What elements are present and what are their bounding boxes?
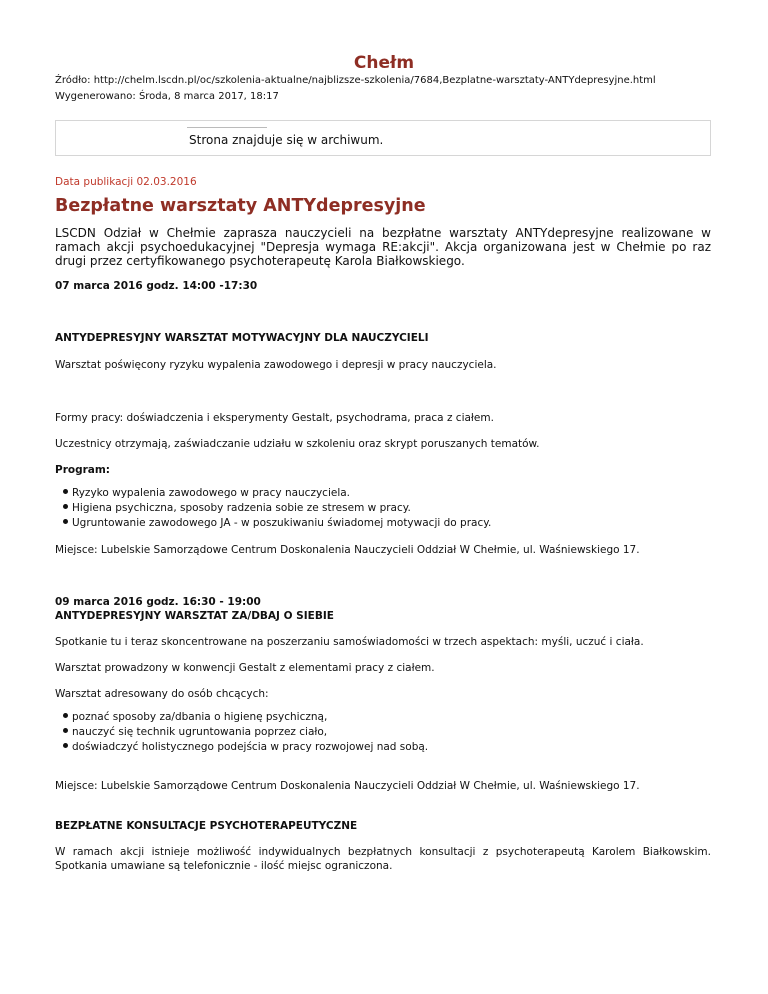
list-item: Higiena psychiczna, sposoby radzenia sobie ze stresem w pracy. xyxy=(63,501,711,516)
site-title: Chełm xyxy=(353,53,415,73)
workshop2-date: 09 marca 2016 godz. 16:30 - 19:00 xyxy=(55,596,261,608)
archive-notice: Strona znajduje się w archiwum. xyxy=(189,133,384,147)
workshop1-date: 07 marca 2016 godz. 14:00 -17:30 xyxy=(55,280,258,292)
article-intro: LSCDN Odział w Chełmie zaprasza nauczycieli na bezpłatne warsztaty ANTYdepresyjne realizowane w ramach akcji psychoedukacyjnej "Depresja wymaga RE:akcji". Akcja organizowana jest w Chełmie po raz drugi przez certyfikowanego psychoterapeutę Karola Białkowskiego. xyxy=(55,226,711,268)
consult-heading: BEZPŁATNE KONSULTACJE PSYCHOTERAPEUTYCZNE xyxy=(55,820,358,832)
workshop1-program-label: Program: xyxy=(55,464,111,476)
bullet-icon xyxy=(63,504,68,509)
workshop2-audience-list xyxy=(55,710,711,755)
workshop1-participants: Uczestnicy otrzymają, zaświadczanie udziału w szkoleniu oraz skrypt poruszanych tematów. xyxy=(55,438,540,450)
consult-text: W ramach akcji istnieje możliwość indywidualnych bezpłatnych konsultacji z psychoterapeutą Karolem Białkowskim. Spotkania umawiane są telefonicznie - ilość miejsc ograniczona. xyxy=(55,846,711,872)
list-item: nauczyć się technik ugruntowania poprzez ciało, xyxy=(63,725,711,740)
workshop1-desc: Warsztat poświęcony ryzyku wypalenia zawodowego i depresji w pracy nauczyciela. xyxy=(55,359,497,371)
workshop1-forms: Formy pracy: doświadczenia i eksperymenty Gestalt, psychodrama, praca z ciałem. xyxy=(55,412,494,424)
list-item: Ugruntowanie zawodowego JA - w poszukiwaniu świadomej motywacji do pracy. xyxy=(63,516,711,531)
bullet-icon xyxy=(63,728,68,733)
print-meta xyxy=(55,73,656,105)
workshop2-place: Miejsce: Lubelskie Samorządowe Centrum Doskonalenia Nauczycieli Oddział W Chełmie, ul. Waśniewskiego 17. xyxy=(55,780,640,792)
archive-notice-box xyxy=(55,120,711,156)
workshop2-audience-label: Warsztat adresowany do osób chcących: xyxy=(55,688,269,700)
archive-divider xyxy=(187,127,267,128)
article-title: Bezpłatne warsztaty ANTYdepresyjne xyxy=(55,196,426,216)
workshop2-format: Warsztat prowadzony w konwencji Gestalt z elementami pracy z ciałem. xyxy=(55,662,435,674)
workshop1-program-list xyxy=(55,486,711,531)
source-line: Źródło: http://chelm.lscdn.pl/oc/szkolenia-aktualne/najblizsze-szkolenia/7684,Bezplatne-warsztaty-ANTYdepresyjne.html xyxy=(55,75,656,86)
generated-line: Wygenerowano: Środa, 8 marca 2017, 18:17 xyxy=(55,91,279,102)
workshop2-desc: Spotkanie tu i teraz skoncentrowane na poszerzaniu samoświadomości w trzech aspektach: myśli, uczuć i ciała. xyxy=(55,636,644,648)
bullet-icon xyxy=(63,743,68,748)
workshop1-place: Miejsce: Lubelskie Samorządowe Centrum Doskonalenia Nauczycieli Oddział W Chełmie, ul. Waśniewskiego 17. xyxy=(55,544,640,556)
list-item: poznać sposoby za/dbania o higienę psychiczną, xyxy=(63,710,711,725)
workshop2-heading: ANTYDEPRESYJNY WARSZTAT ZA/DBAJ O SIEBIE xyxy=(55,610,334,622)
list-item: Ryzyko wypalenia zawodowego w pracy nauczyciela. xyxy=(63,486,711,501)
bullet-icon xyxy=(63,713,68,718)
article-body xyxy=(55,226,711,873)
publication-date: Data publikacji 02.03.2016 xyxy=(55,176,197,188)
list-item: doświadczyć holistycznego podejścia w pracy rozwojowej nad sobą. xyxy=(63,740,711,755)
workshop1-heading: ANTYDEPRESYJNY WARSZTAT MOTYWACYJNY DLA NAUCZYCIELI xyxy=(55,332,429,344)
bullet-icon xyxy=(63,519,68,524)
bullet-icon xyxy=(63,489,68,494)
